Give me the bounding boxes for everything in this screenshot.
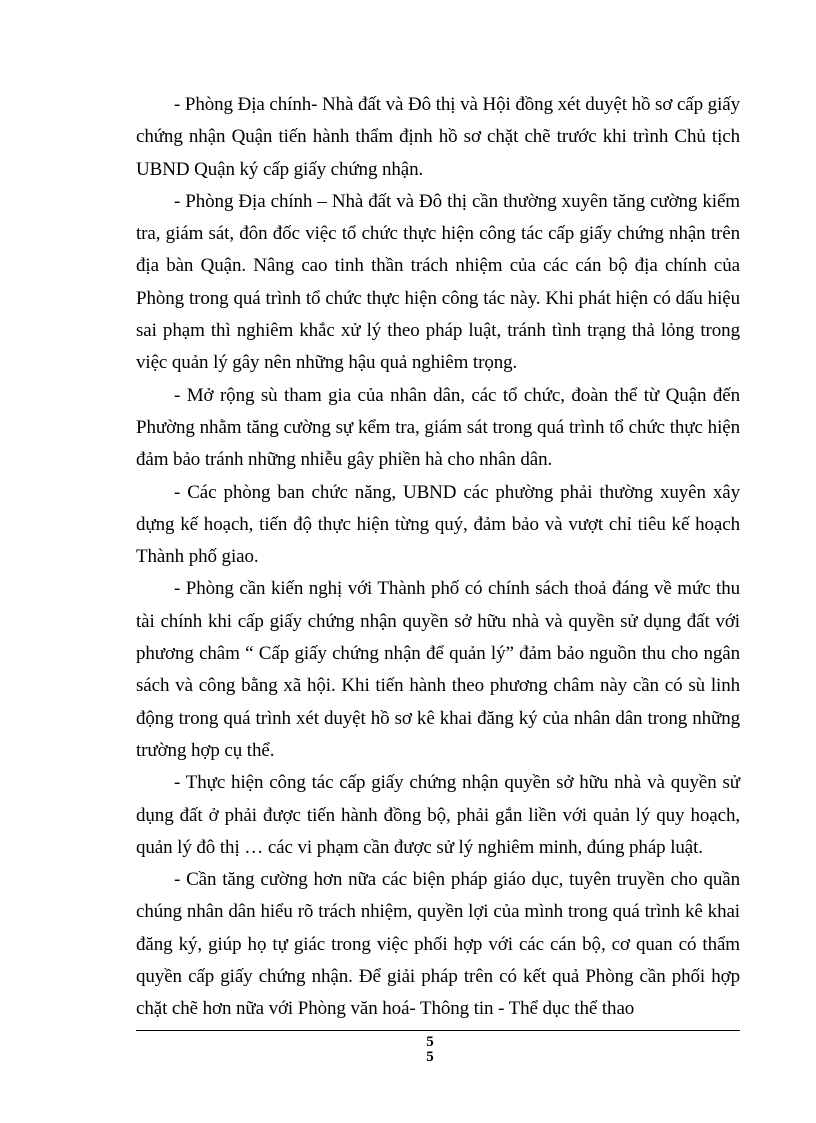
paragraph: - Phòng Địa chính – Nhà đất và Đô thị cần thường xuyên tăng cường kiểm tra, giám sát, đôn đốc việc tổ chức thực hiện công tác cấp giấy chứng nhận trên địa bàn Quận. Nâng cao tinh thần trách nhiệm của các cán bộ địa chính của Phòng trong quá trình tổ chức thực hiện công tác này. Khi phát hiện có dấu hiệu sai phạm thì nghiêm khắc xử lý theo pháp luật, tránh tình trạng thả lỏng trong việc quản lý gây nên những hậu quả nghiêm trọng. [136,190,740,374]
paragraph: - Thực hiện công tác cấp giấy chứng nhận quyền sở hữu nhà và quyền sử dụng đất ở phải được tiến hành đồng bộ, phải gắn liền với quản lý quy hoạch, quản lý đô thị … các vi phạm cần được sử lý nghiêm minh, đúng pháp luật. [136,772,740,858]
paragraph: - Các phòng ban chức năng, UBND các phường phải thường xuyên xây dựng kế hoạch, tiến độ thực hiện từng quý, đảm bảo và vượt chỉ tiêu kế hoạch Thành phố giao. [136,481,740,568]
footer-divider [136,1030,740,1031]
paragraph: - Mở rộng sù tham gia của nhân dân, các tổ chức, đoàn thể từ Quận đến Phường nhằm tăng cường sự kểm tra, giám sát trong quá trình tổ chức thực hiện đảm bảo tránh những nhiễu gây phiền hà cho nhân dân. [136,384,740,471]
paragraph: - Phòng cần kiến nghị với Thành phố có chính sách thoả đáng về mức thu tài chính khi cấp giấy chứng nhận quyền sở hữu nhà và quyền sử dụng đất với phương châm “ Cấp giấy chứng nhận để quản lý” đảm bảo nguồn thu cho ngân sách và công bằng xã hội. Khi tiến hành theo phương châm này cần có sù linh động trong quá trình xét duyệt hồ sơ kê khai đăng ký của nhân dân trong những trường hợp cụ thể. [136,578,740,761]
body-text [136,89,740,1026]
page-number: 5 [426,1034,434,1050]
paragraph: - Cần tăng cường hơn nữa các biện pháp giáo dục, tuyên truyền cho quần chúng nhân dân hiểu rõ trách nhiệm, quyền lợi của mình trong quá trình kê khai đăng ký, giúp họ tự giác trong việc phối hợp với các cán bộ, cơ quan có thẩm quyền cấp giấy chứng nhận. Để giải pháp trên có kết quả Phòng cần phối hợp chặt chẽ hơn nữa với Phòng văn hoá- Thông tin - Thể dục thể thao [136,869,740,1020]
paragraph: - Phòng Địa chính- Nhà đất và Đô thị và Hội đồng xét duyệt hồ sơ cấp giấy chứng nhận Quận tiến hành thẩm định hồ sơ chặt chẽ trước khi trình Chủ tịch UBND Quận ký cấp giấy chứng nhận. [136,94,740,180]
page-number: 5 [426,1049,434,1065]
